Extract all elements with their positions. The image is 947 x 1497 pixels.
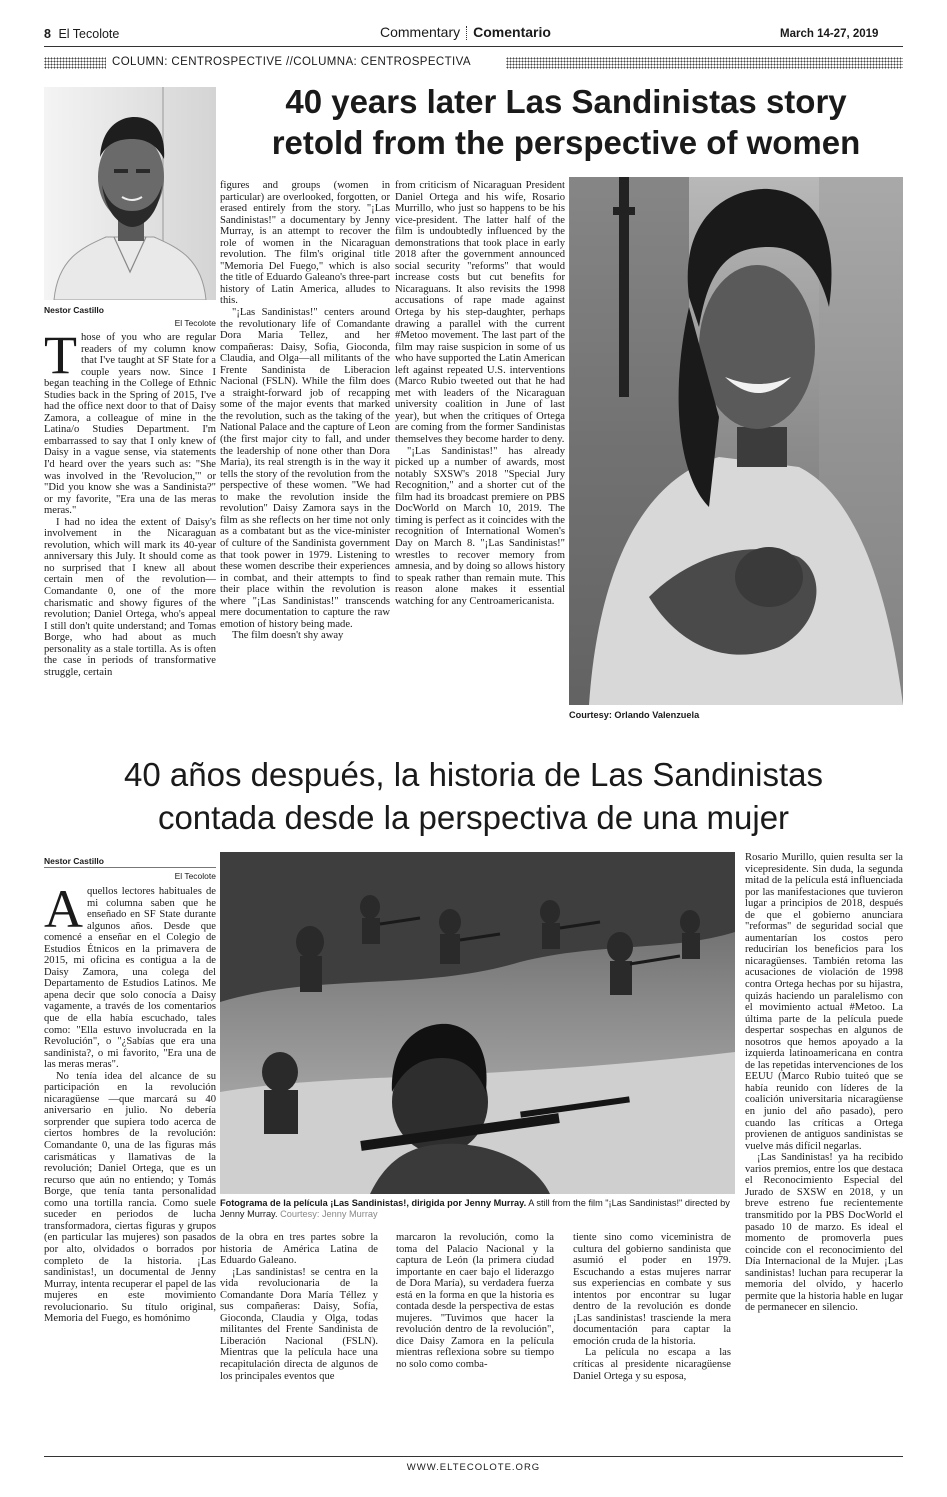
article-en-paragraph: figures and groups (women in particular) are overlooked, forgotten, or erased entirely from the story. "¡Las Sandinistas!" a documentary by Jenny Murray, is an attempt to recover the role of women in the Nicaraguan revolution. The film's original title "Memoria Del Fuego," which is also the title of Eduardo Galeano's three-part history of Latin America, alludes to this. xyxy=(220,180,390,307)
headline-english-line2: retold from the perspective of women xyxy=(271,124,861,161)
section-title xyxy=(380,24,551,40)
byline-org: El Tecolote xyxy=(174,318,216,328)
photo-credit-en-text: Courtesy: Orlando Valenzuela xyxy=(569,710,700,720)
article-es-paragraph: tiente sino como viceministra de cultura del gobierno sandinista que asumió el poder en 1979. Escuchando a estas mujeres narrar sus experiencias en combate y sus intentos por encontrar su lugar dentro de la revolución es donde ¡Las sandinistas! trasciende la mera documentación para captar la emoción cruda de la historia. xyxy=(573,1232,731,1347)
section-title-es: Comentario xyxy=(473,24,551,40)
film-still-photo xyxy=(220,852,735,1194)
caption-courtesy: Courtesy: Jenny Murray xyxy=(280,1209,378,1219)
headline-spanish-line2: contada desde la perspectiva de una mujer xyxy=(157,799,790,836)
column-label: COLUMN: CENTROSPECTIVE //COLUMNA: CENTROSPECTIVA xyxy=(112,56,471,68)
article-es-paragraph: quellos lectores habituales de mi columna saben que he enseñado en SF State durante algunos años. Desde que comencé a enseñar en el Colegio de Estudios Étnicos en la primavera de 2015, mi oficina es contigua a la de Daisy Zamora, una colega del Departamento de Estudios Latinos. Me apena decir que solo conocía a Daisy vagamente, a través de los comentarios que de ella había escuchado, tales como: "Ella estuvo involucrada en la Revolución", o "¿Sabías que era una sandinista?, o mi favorito, "Era una de las meras meras". xyxy=(44,886,216,1071)
caption-regular: A still from the film "¡Las Sandinistas!" directed by Jenny Murray. xyxy=(220,1198,730,1219)
byline-author-es: Nestor Castillo xyxy=(44,856,104,866)
page-number: 8 xyxy=(44,27,51,41)
column-band xyxy=(44,56,903,70)
article-es-paragraph: marcaron la revolución, como la toma del Palacio Nacional y la captura de León (la primera ciudad importante en caer bajo el liderazgo de Dora María), su verdadera fuerza está en la forma en que la historia es contada desde la perspectiva de estas mujeres. "Tuvimos que hacer la revolución dentro de la revolución", dice Daisy Zamora en la película mientras reflexiona sobre su tiempo no solo como comba- xyxy=(396,1232,554,1371)
article-en-paragraph: I had no idea the extent of Daisy's involvement in the Nicaraguan revolution, which will mark its 40-year anniversary this July. It should come as no surprised that I knew all about certain men of the revolution—Comandante 0, one of the more charismatic and showy figures of the revolution; Daniel Ortega, who's appeal I still don't quite understand; and Tomas Borge, who had about as much personality as a stale tortilla. As is often the case in periods of transformative struggle, certain xyxy=(44,516,216,678)
article-es-paragraph: La película no escapa a las críticas al presidente nicaragüense Daniel Ortega y su esposa, xyxy=(573,1347,731,1382)
author-portrait xyxy=(44,87,216,300)
article-es-column-5 xyxy=(745,852,903,1442)
article-es-column-2 xyxy=(220,1232,378,1442)
headline-english-line1: 40 years later Las Sandinistas story xyxy=(285,83,847,120)
article-es-paragraph: No tenía idea del alcance de su participación en la revolución nicaragüense —que marcará su 40 aniversario en julio. No debería sorprender que supiera todo acerca de ciertos hombres de la revolución: Comandante 0, una de las figuras más carismáticas y llamativas de la revolución; Daniel Ortega, que es un recurso que aún no entiendo; y Tomás Borge, que tenía tanta personalidad como una tortilla rancia. Como suele suceder en periodos de lucha transformadora, ciertas figuras y grupos (en particular las mujeres) son pasados por alto, olvidados o borrados por completo de la historia. ¡Las sandinistas!, un documental de Jenny Murray, intenta recuperar el papel de las mujeres en este movimiento revolucionario. Su título original, Memoria del Fuego, es homónimo xyxy=(44,1070,216,1325)
article-es-paragraph: ¡Las sandinistas! se centra en la vida revolucionaria de la Comandante Dora María Téllez y sus compañeras: Daisy, Sofía, Gioconda, Claudia y Olga, todas militantes del Frente Sandinista de Liberación Nacional (FSLN). Mientras que la película hace una recapitulación directa de algunos de los principales eventos que xyxy=(220,1266,378,1382)
headline-spanish-line1: 40 años después, la historia de Las Sandinistas xyxy=(124,756,823,793)
issue-date: March 14-27, 2019 xyxy=(780,28,879,40)
footer-rule xyxy=(44,1456,903,1457)
publication-name: El Tecolote xyxy=(58,27,120,41)
headline-english xyxy=(228,81,904,163)
byline-org-es: El Tecolote xyxy=(174,871,216,881)
section-title-en: Commentary xyxy=(380,24,461,40)
article-en-paragraph: hose of you who are regular readers of my column know that I've taught at SF State for a couple years now. Since I began teaching in the College of Ethnic Studies back in the Spring of 2015, I've had the office next door to that of Daisy Zamora, a colleague of mine in the Latina/o Studies Department. I'm embarrassed to say that I only knew of Daisy in a vague sense, via statements I'd heard over the years such as: "She was involved in the 'Revolucion,'" or "Did you know she was a Sandinista?" or my favorite, "Era una de las meras meras." xyxy=(44,332,216,517)
article-en-paragraph: The film doesn't shy away xyxy=(232,630,344,642)
footer-url[interactable]: WWW.ELTECOLOTE.ORG xyxy=(406,1462,541,1473)
byline-rule xyxy=(44,867,216,868)
article-es-paragraph: ¡Las Sandinistas! ya ha recibido varios premios, entre los que destaca el Reconocimiento Especial del Jurado de SXSW en 2018, y un breve estreno fue recientemente transmitido por la PBS DocWorld el pasado 10 de marzo. Es ideal el momento de promoverla pues coincide con el reconocimiento del Día Internacional de la Mujer. ¡Las sandinistas! luchan para recuperar la memoria del olvido, y hacerlo permite que la historia hable en lugar de permanecer en silencio. xyxy=(745,1152,903,1314)
article-en-column-3 xyxy=(395,180,565,746)
article-es-paragraph: Rosario Murillo, quien resulta ser la vicepresidente. Sin duda, la segunda mitad de la película está influenciada por las manifestaciones que tuvieron lugar a principios de 2018, después de que el gobierno anunciara "reformas" de seguridad social que aumentarían los costos pero reducirían los beneficios para los nicaragüenses. También retoma las acusaciones de violación de 1998 contra Ortega hechas por su hijastra, quizás haciendo un paralelismo con el movimiento actual #Metoo. La última parte de la película puede despertar sospechas en algunos de nosotros que hemos apoyado a la izquierda latinoamericana en contra de las repetidas intervenciones de los EEUU (Marco Rubio tuiteó que se había reunido con líderes de la coalición universitaria nicaragüense en junio del año pasado), pero cuando las críticas a Ortega provienen de antiguos sandinistas se vuelve más difícil negarlas. xyxy=(745,852,903,1152)
photo-woman-nursing xyxy=(569,177,903,705)
header-rule xyxy=(44,46,903,47)
article-es-paragraph: de la obra en tres partes sobre la historia de América Latina de Eduardo Galeano. xyxy=(220,1232,378,1267)
article-es-column-3 xyxy=(396,1232,554,1442)
article-en-paragraph: "¡Las Sandinistas!" has already picked up a number of awards, most notably SXSW's 2018 "Special Jury Recognition," and a shorter cut of the film had its broadcast premiere on PBS DocWorld on March 10, 2019. The timing is perfect as it coincides with the recognition of International Women's Day on March 8. "¡Las Sandinistas!" wrestles to recover memory from amnesia, and by doing so allows history to speak rather than remain mute. This reason alone makes it essential watching for any Centroamericanista. xyxy=(395,445,565,607)
film-still-caption xyxy=(220,1198,735,1220)
caption-bold: Fotograma de la película ¡Las Sandinistas!, dirigida por Jenny Murray. xyxy=(220,1198,527,1208)
article-en-column-1 xyxy=(44,332,216,746)
page-header-left xyxy=(44,27,119,41)
article-en-paragraph: "¡Las Sandinistas!" centers around the revolutionary life of Comandante Dora Maria Tellez, and her compañeras: Daisy, Sofia, Gioconda, Claudia, and Olga—all militants of the Frente Sandinista de Liberacion Nacional (FSLN). While the film does a straight-forward job of recapping some of the major events that marked the revolution, such as the taking of the National Palace and the capture of Leon (the first major city to fall, and under the leadership of none other than Dora Maria), its real strength is in the way it tells the story of the revolution from the perspective of these women. "We had to make the revolution inside the revolution" Daisy Zamora says in the film as she reflects on her time not only as a combatant but as the vice-minister of culture of the Sandinista government that took power in 1979. Listening to these women describe their experiences in combat, and their attempts to find their place within the revolution is where "¡Las Sandinistas!" transcends mere documentation to capture the raw emotion of history being made. xyxy=(220,307,390,630)
dropcap-es: A xyxy=(44,886,83,939)
byline-author: Nestor Castillo xyxy=(44,305,104,315)
photo-credit-en xyxy=(569,710,903,721)
dot-pattern-left xyxy=(44,57,106,69)
dropcap-en: T xyxy=(44,332,77,385)
article-es-column-1 xyxy=(44,886,216,1442)
dot-pattern-right xyxy=(506,57,903,69)
article-en-paragraph: from criticism of Nicaraguan President Daniel Ortega and his wife, Rosario Murrillo, who just so happens to be his vice-president. The latter half of the film is undoubtedly influenced by the demonstrations that took place in early 2018 after the government announced social security "reforms" that would increase costs but cut benefits for Nicaraguans. It also revisits the 1998 accusations of rape made against Ortega by his step-daughter, perhaps drawing a parallel with the current #Metoo movement. The last part of the film may raise suspicion in some of us who have supported the Latin American left against repeated U.S. interventions (Marco Rubio tweeted out that he had met with leaders of the Nicaraguan university coalition in June of last year), but when the critiques of Ortega are coming from the former Sandinistas themselves they become harder to deny. xyxy=(395,180,565,446)
headline-spanish xyxy=(44,753,903,839)
article-en-column-2 xyxy=(220,180,390,746)
section-divider xyxy=(466,26,467,40)
article-es-column-4 xyxy=(573,1232,731,1442)
